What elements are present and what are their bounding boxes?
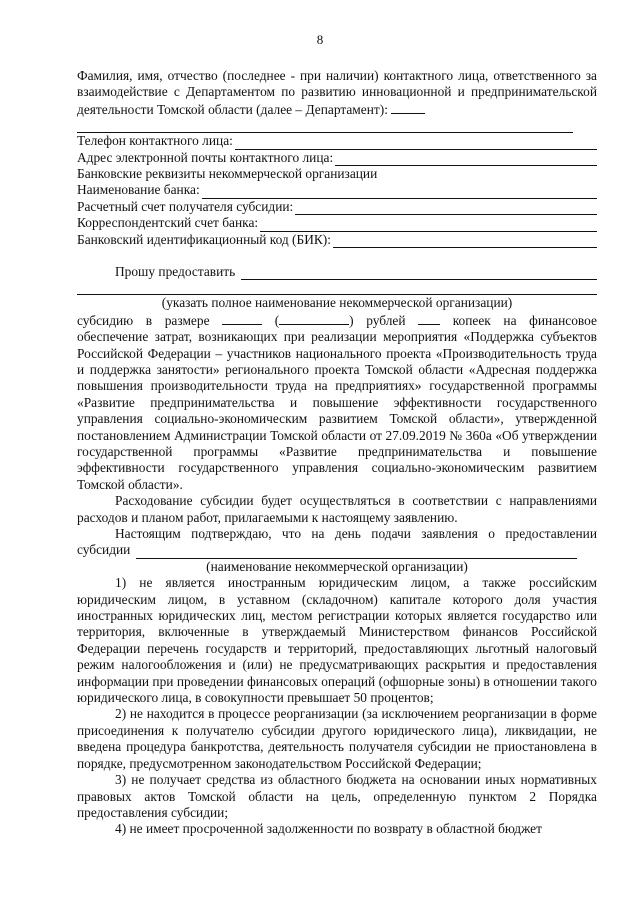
contact-name-blank[interactable] xyxy=(391,101,425,114)
request-row xyxy=(77,264,597,280)
confirm-paragraph: Настоящим подтверждаю, что на день подачи заявления о предоставлении xyxy=(115,526,597,542)
phone-label: Телефон контактного лица: xyxy=(77,133,233,149)
condition-item-1: 1) не является иностранным юридическим лицом, а также российским юридическим лицом, в уставном (складочном) капитале которого доля участия иностранных юридических лиц, местом регистрации которых является государство или территория, включенные в утверждаемый Министерством финансов Российской Федерации перечень государств и территорий, предоставляющих льготный налоговый режим налогообложения и (или) не предусматривающих раскрытия и предоставления информации при проведении финансовых операций (офшорные зоны) в отношении такого юридического лица, в совокупности превышает 50 процентов; xyxy=(77,575,597,706)
org-name-caption: (наименование некоммерческой организации) xyxy=(206,558,468,574)
subsidy-org-row xyxy=(77,542,597,558)
page-number: 8 xyxy=(316,32,324,47)
condition-item-3: 3) не получает средства из областного бюджета на основании иных нормативных правовых актов Томской области на цель, определенную пунктом 2 Порядка предоставления субсидии; xyxy=(77,772,597,820)
bik-field[interactable] xyxy=(333,235,597,248)
email-row xyxy=(77,150,597,166)
amount-words-field[interactable] xyxy=(279,312,349,325)
contact-intro: Фамилия, имя, отчество (последнее - при наличии) контактного лица, ответственного за взаимодействие с Департаментом по развитию инновационной и предпринимательской деятельности Томской области (далее – Департамент): xyxy=(77,68,597,117)
corr-account-field[interactable] xyxy=(260,219,597,232)
subsidy-purpose: обеспечение затрат, возникающих при реализации мероприятия «Поддержка субъектов Российской Федерации – участников национального проекта «Производительность труда и поддержка занятости» регионального проекта Томской области «Адресная поддержка повышения производительности труда на предприятиях» государственной программы «Развитие предпринимательства и повышение эффективности государственного управления социально-экономическим развитием Томской области», утвержденной постановлением Администрации Томской области от 27.09.2019 № 360а «Об утверждении государственной программы «Развитие предпринимательства и повышение эффективности государственного управления социально-экономическим развитием Томской области». xyxy=(77,329,597,492)
bank-details-row xyxy=(77,166,597,182)
bik-row xyxy=(77,232,597,248)
subsidy-amount-line: субсидию в размере ( ) рублей копеек на финансовое xyxy=(77,312,597,328)
bank-name-field[interactable] xyxy=(202,186,597,199)
condition-item-4: 4) не имеет просроченной задолженности по возврату в областной бюджет xyxy=(115,821,542,837)
email-field[interactable] xyxy=(335,153,597,166)
bank-name-label: Наименование банка: xyxy=(77,182,200,198)
account-field[interactable] xyxy=(295,202,597,215)
full-name-caption: (указать полное наименование некоммерческой организации) xyxy=(161,295,513,311)
condition-item-2: 2) не находится в процессе реорганизации (за исключением реорганизации в форме присоединения к получателю субсидии другого юридического лица), ликвидации, не введена процедура банкротства, деятельность получателя субсидии не приостановлена в порядке, предусмотренном законодательством Российской Федерации; xyxy=(77,706,597,771)
application-form xyxy=(77,68,597,838)
corr-account-label: Корреспондентский счет банка: xyxy=(77,215,259,231)
contact-name-line[interactable] xyxy=(77,118,573,133)
subsidy-word: субсидии xyxy=(77,542,131,558)
phone-row xyxy=(77,133,597,149)
organization-name-line[interactable] xyxy=(77,280,597,295)
kopecks-field[interactable] xyxy=(418,312,440,325)
corr-account-row xyxy=(77,215,597,231)
account-row xyxy=(77,199,597,215)
bik-label: Банковский идентификационный код (БИК): xyxy=(77,231,331,247)
email-label: Адрес электронной почты контактного лица: xyxy=(77,149,334,165)
request-label: Прошу предоставить xyxy=(115,263,236,279)
expenses-paragraph: Расходование субсидии будет осуществляться в соответствии с направлениями расходов и планом работ, прилагаемыми к настоящему заявлению. xyxy=(77,493,597,525)
amount-field[interactable] xyxy=(222,312,262,325)
account-label: Расчетный счет получателя субсидии: xyxy=(77,198,294,214)
bank-name-row xyxy=(77,182,597,198)
organization-name-field[interactable] xyxy=(241,267,597,280)
subsidy-org-field[interactable] xyxy=(136,546,577,559)
phone-field[interactable] xyxy=(235,137,597,150)
bank-details-label: Банковские реквизиты некоммерческой организации xyxy=(77,165,378,181)
